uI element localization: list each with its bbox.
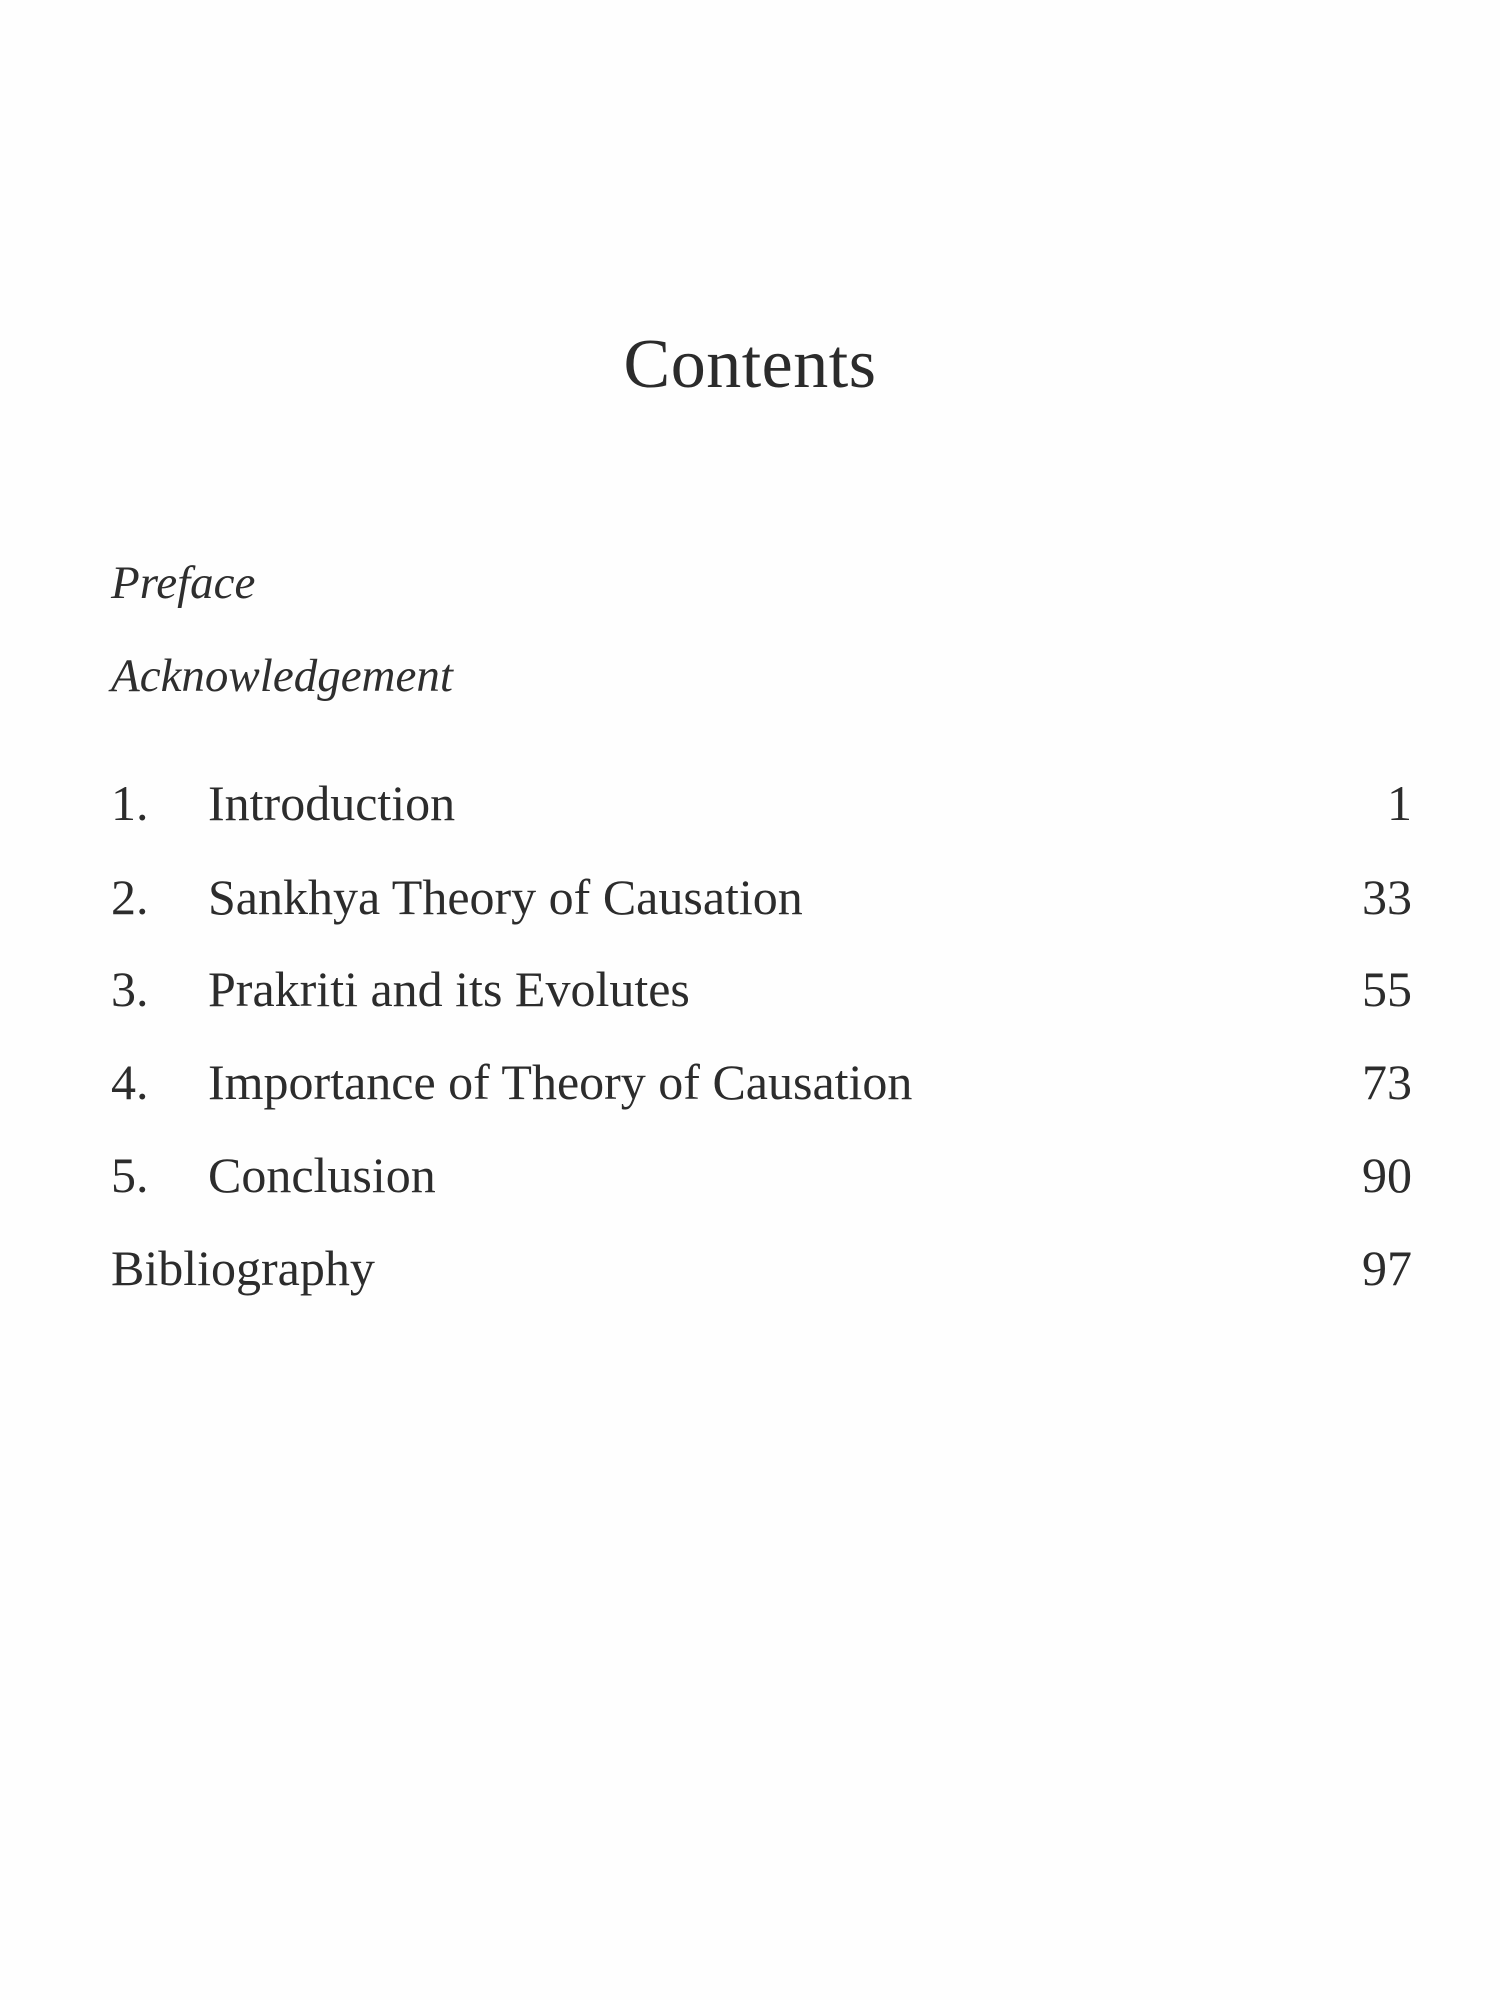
toc-entry-bibliography (111, 1233, 1412, 1303)
toc-entry-number: 1. (111, 775, 149, 831)
page-title: Contents (623, 326, 877, 403)
toc-entry-label: Bibliography (111, 1240, 375, 1296)
toc-entry-label: Conclusion (208, 1147, 436, 1203)
toc-entry-3 (111, 954, 1412, 1024)
toc-entry-5 (111, 1140, 1412, 1210)
toc-entry-page: 73 (1362, 1054, 1412, 1110)
toc-entry-number: 3. (111, 961, 149, 1017)
toc-entry-number: 4. (111, 1054, 149, 1110)
toc-entry-page: 97 (1362, 1240, 1412, 1296)
toc-entry-number: 2. (111, 869, 149, 925)
toc-entry-page: 33 (1362, 869, 1412, 925)
toc-entry-preface: Preface (111, 557, 256, 609)
toc-entry-acknowledgement: Acknowledgement (111, 650, 453, 702)
toc-entry-label: Importance of Theory of Causation (208, 1054, 913, 1110)
toc-entry-2 (111, 862, 1412, 932)
toc-entry-label: Introduction (208, 775, 456, 831)
toc-entry-page: 1 (1387, 775, 1412, 831)
toc-entry-1 (111, 768, 1412, 838)
toc-entry-page: 55 (1362, 961, 1412, 1017)
toc-entry-page: 90 (1362, 1147, 1412, 1203)
toc-entry-label: Prakriti and its Evolutes (208, 961, 690, 1017)
toc-entry-number: 5. (111, 1147, 149, 1203)
toc-entry-4 (111, 1047, 1412, 1117)
toc-entry-label: Sankhya Theory of Causation (208, 869, 803, 925)
